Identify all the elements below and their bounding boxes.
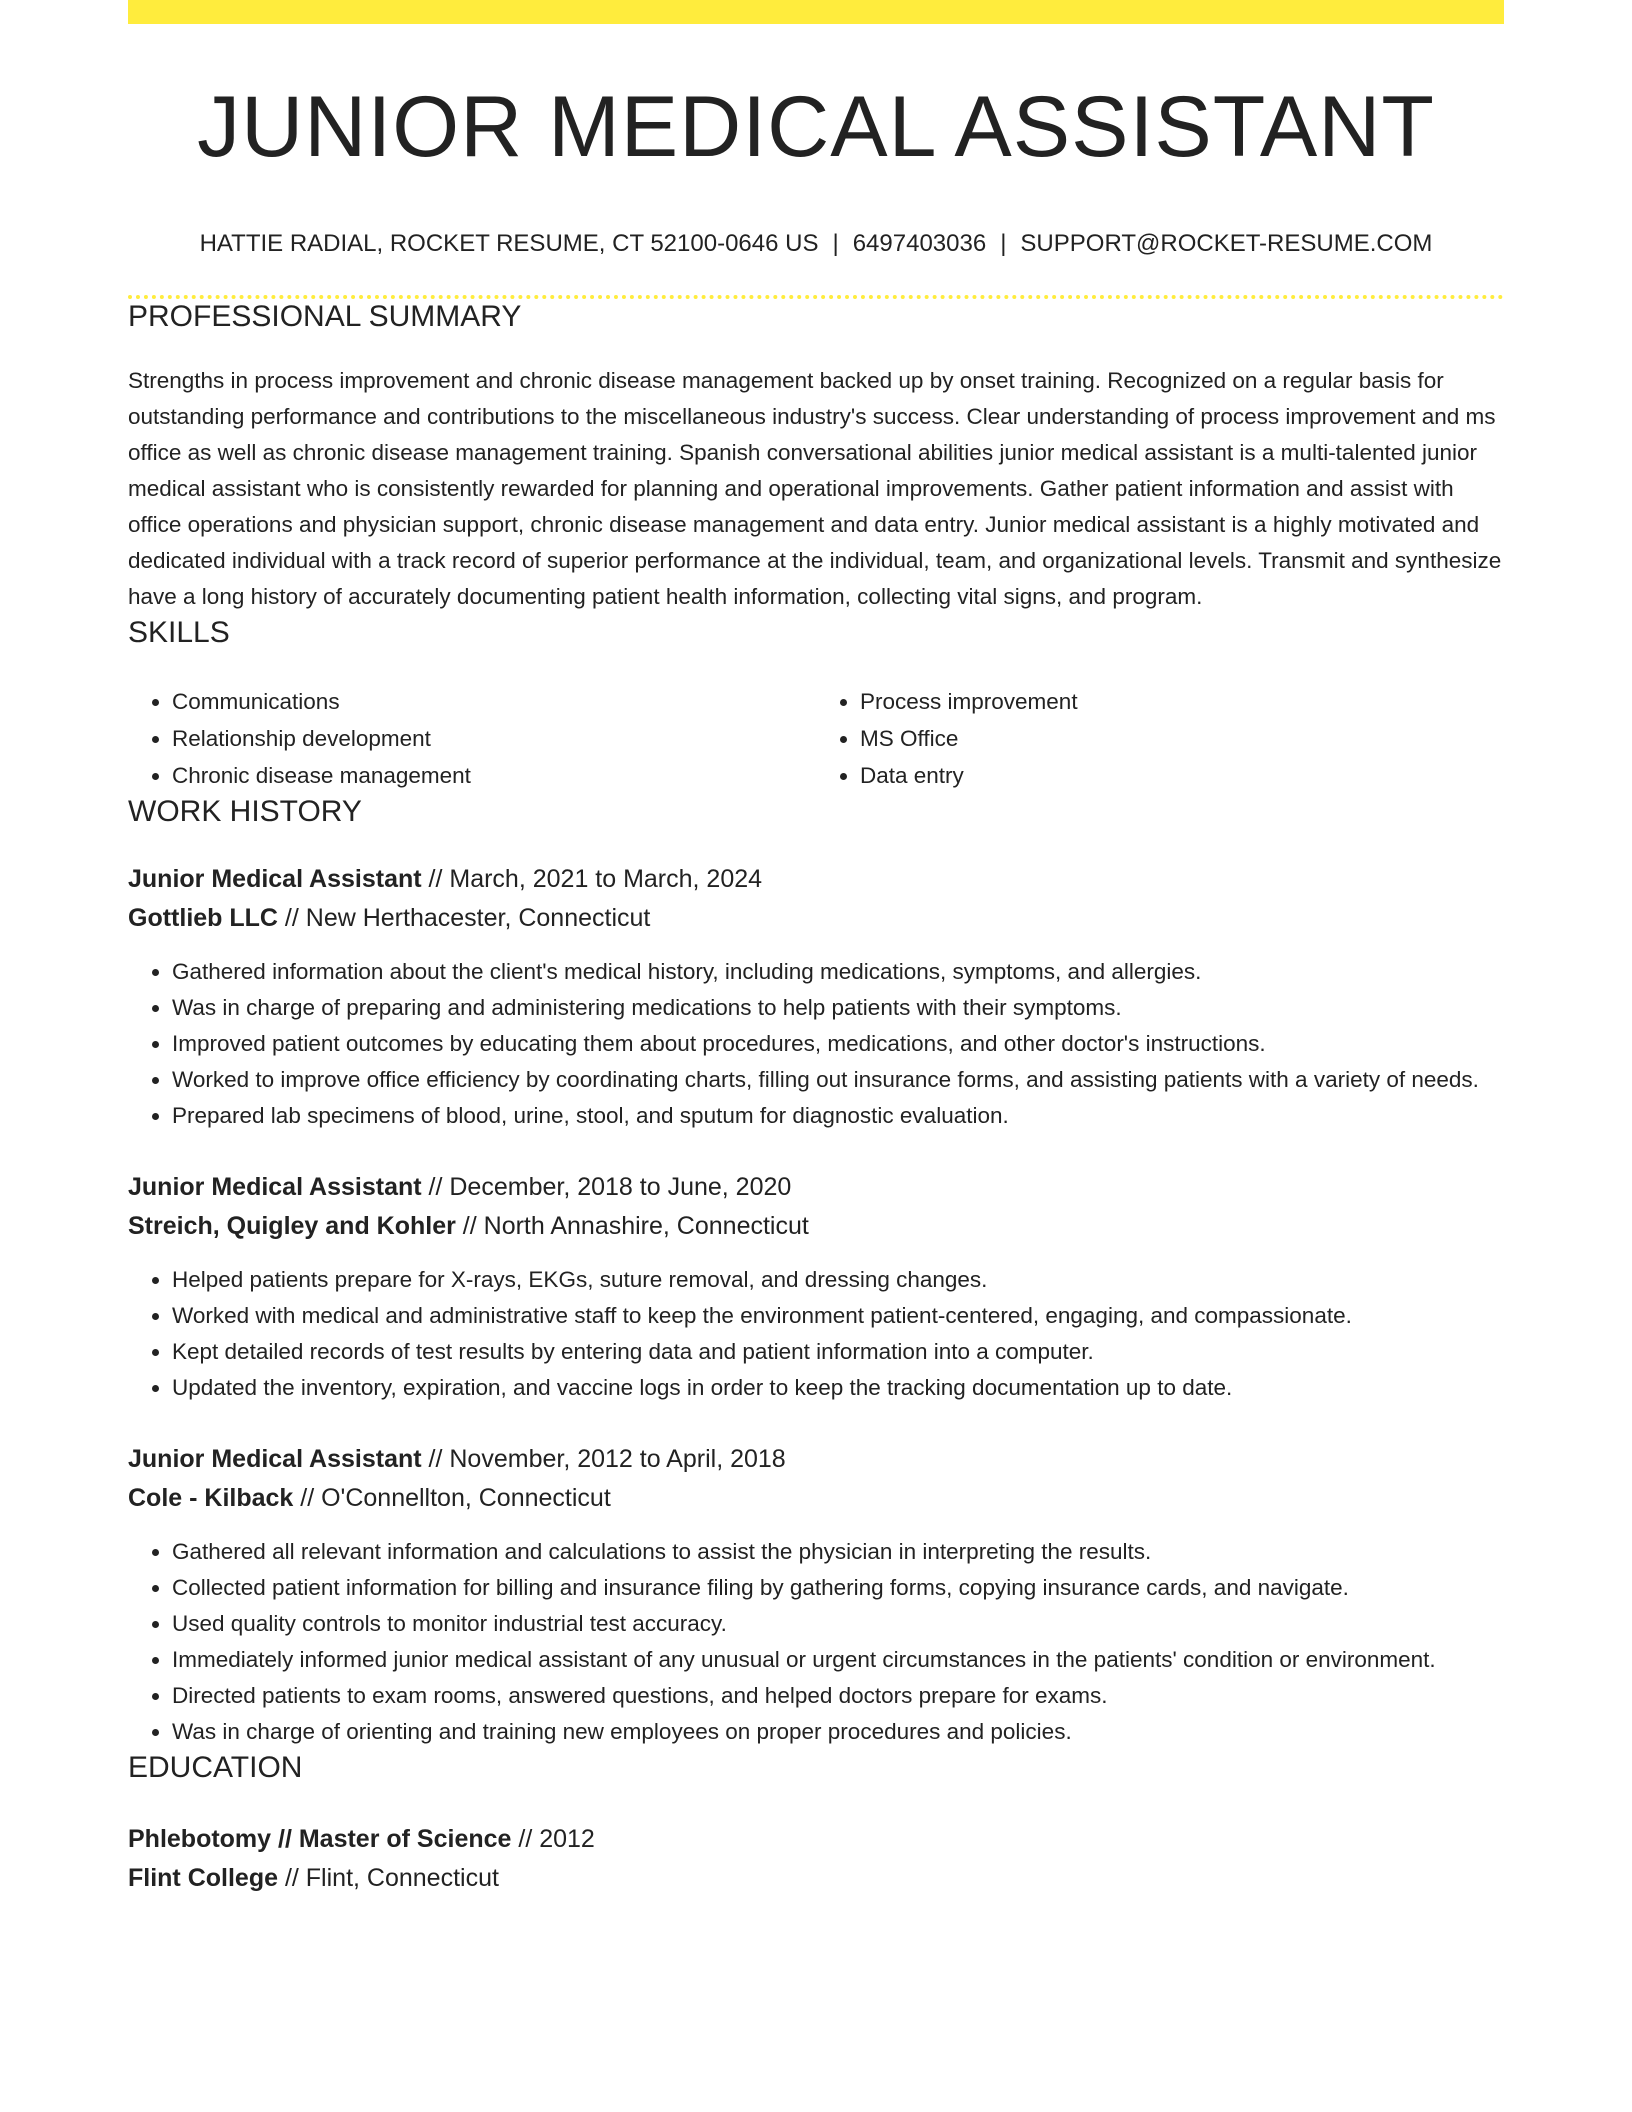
job-title-line (128, 860, 1504, 899)
job-company: Cole - Kilback (128, 1483, 294, 1512)
job-bullet: • Kept detailed records of test results by entering data and patient information into a computer. (172, 1334, 1504, 1370)
work-history-heading: WORK HISTORY (128, 794, 362, 828)
skill-item: • Relationship development (172, 720, 816, 757)
job-title-line (128, 1168, 1504, 1207)
contact-address: HATTIE RADIAL, ROCKET RESUME, CT 52100-0646 US (199, 230, 819, 257)
education-degree: Phlebotomy // Master of Science (128, 1824, 512, 1853)
education-school: Flint College (128, 1863, 278, 1892)
contact-separator: | (1000, 230, 1007, 257)
contact-line (128, 230, 1504, 259)
job-bullet: • Gathered all relevant information and calculations to assist the physician in interpreting the results. (172, 1534, 1504, 1570)
job-bullet: • Collected patient information for billing and insurance filing by gathering forms, copying insurance cards, and navigate. (172, 1570, 1504, 1606)
skills-heading: SKILLS (128, 615, 230, 649)
contact-phone: 6497403036 (852, 230, 987, 257)
top-accent-bar (128, 0, 1504, 24)
resume-page (128, 0, 1504, 1898)
skill-item: • Process improvement (860, 683, 1504, 720)
job-title: Junior Medical Assistant (128, 1444, 422, 1473)
job-title-line (128, 1440, 1504, 1479)
job-company: Gottlieb LLC (128, 903, 278, 932)
job-company-line (128, 1479, 1504, 1518)
job-entry (128, 860, 1504, 1134)
job-dates: // March, 2021 to March, 2024 (421, 864, 763, 893)
skills-column-left (128, 683, 816, 794)
contact-email: SUPPORT@ROCKET-RESUME.COM (1020, 230, 1433, 257)
job-bullets (128, 954, 1504, 1134)
job-entry (128, 1168, 1504, 1406)
job-bullet: • Helped patients prepare for X-rays, EKGs, suture removal, and dressing changes. (172, 1262, 1504, 1298)
summary-text: Strengths in process improvement and chronic disease management backed up by onset training. Recognized on a regular basis for outstanding performance and contributions to the miscellaneous industry's success. Clear understanding of process improvement and ms office as well as chronic disease management training. Spanish conversational abilities junior medical assistant is a multi-talented junior medical assistant who is consistently rewarded for planning and operational improvements. Gather patient information and assist with office operations and physician support, chronic disease management and data entry. Junior medical assistant is a highly motivated and dedicated individual with a track record of superior performance at the individual, team, and organizational levels. Transmit and synthesize have a long history of accurately documenting patient health information, collecting vital signs, and program. (128, 367, 1502, 609)
job-dates: // December, 2018 to June, 2020 (421, 1172, 792, 1201)
job-bullet: • Used quality controls to monitor industrial test accuracy. (172, 1606, 1504, 1642)
summary-heading: PROFESSIONAL SUMMARY (128, 299, 522, 333)
job-bullets (128, 1534, 1504, 1750)
skill-item: • Data entry (860, 757, 1504, 794)
job-bullets (128, 1262, 1504, 1406)
job-location: // New Herthacester, Connecticut (277, 903, 651, 932)
job-bullet: • Directed patients to exam rooms, answered questions, and helped doctors prepare for exams. (172, 1678, 1504, 1714)
job-bullet: • Worked to improve office efficiency by coordinating charts, filling out insurance forms, and assisting patients with a variety of needs. (172, 1062, 1504, 1098)
education-heading: EDUCATION (128, 1750, 303, 1784)
job-company: Streich, Quigley and Kohler (128, 1211, 456, 1240)
contact-separator: | (832, 230, 839, 257)
education-year: // 2012 (511, 1824, 595, 1853)
skill-item: • Communications (172, 683, 816, 720)
job-entry (128, 1440, 1504, 1750)
education-location: // Flint, Connecticut (278, 1863, 499, 1892)
job-title: Junior Medical Assistant (128, 1172, 422, 1201)
job-company-line (128, 1207, 1504, 1246)
job-bullet: • Gathered information about the client's medical history, including medications, symptoms, and allergies. (172, 954, 1504, 990)
skills-column-right (816, 683, 1504, 794)
education-school-line (128, 1859, 1504, 1898)
skill-item: • Chronic disease management (172, 757, 816, 794)
job-bullet: • Worked with medical and administrative staff to keep the environment patient-centered, engaging, and compassionate. (172, 1298, 1504, 1334)
job-bullet: • Improved patient outcomes by educating them about procedures, medications, and other doctor's instructions. (172, 1026, 1504, 1062)
job-bullet: • Was in charge of preparing and administering medications to help patients with their symptoms. (172, 990, 1504, 1026)
job-bullet: • Was in charge of orienting and training new employees on proper procedures and policies. (172, 1714, 1504, 1750)
job-bullet: • Immediately informed junior medical assistant of any unusual or urgent circumstances in the patients' condition or environment. (172, 1642, 1504, 1678)
page-title: JUNIOR MEDICAL ASSISTANT (197, 79, 1435, 175)
job-bullet: • Prepared lab specimens of blood, urine, stool, and sputum for diagnostic evaluation. (172, 1098, 1504, 1134)
education-entry (128, 1820, 1504, 1898)
job-location: // North Annashire, Connecticut (455, 1211, 809, 1240)
skill-item: • MS Office (860, 720, 1504, 757)
skills-list (128, 683, 1504, 794)
job-dates: // November, 2012 to April, 2018 (421, 1444, 786, 1473)
education-degree-line (128, 1820, 1504, 1859)
job-bullet: • Updated the inventory, expiration, and vaccine logs in order to keep the tracking documentation up to date. (172, 1370, 1504, 1406)
job-company-line (128, 899, 1504, 938)
job-location: // O'Connellton, Connecticut (293, 1483, 611, 1512)
job-title: Junior Medical Assistant (128, 864, 422, 893)
